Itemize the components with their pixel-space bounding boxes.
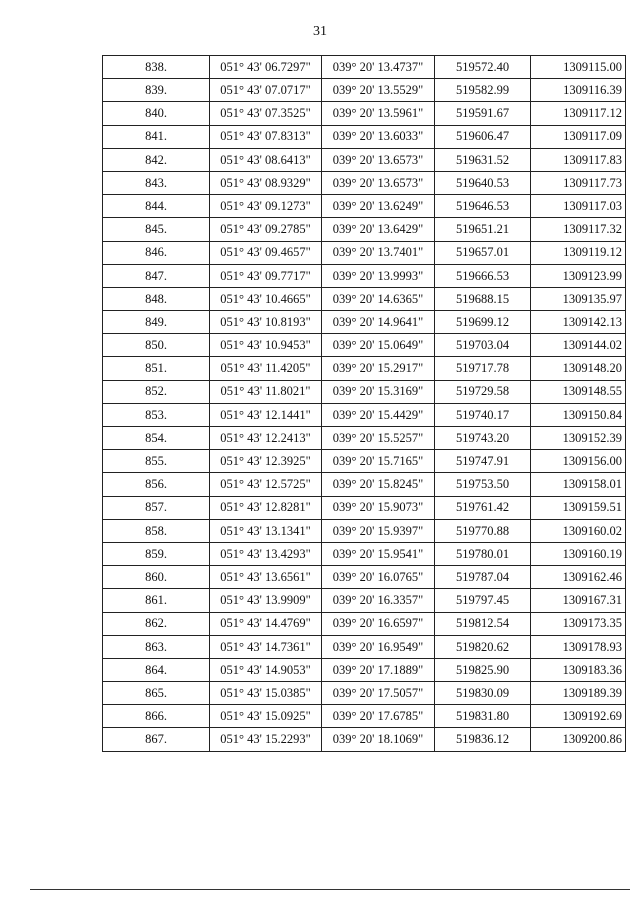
point-number-cell: 863.: [103, 635, 210, 658]
x-coordinate-cell: 519820.62: [435, 635, 531, 658]
point-number-cell: 861.: [103, 589, 210, 612]
point-number-cell: 844.: [103, 195, 210, 218]
x-coordinate-cell: 519606.47: [435, 125, 531, 148]
longitude-cell: 039° 20' 15.7165": [322, 450, 435, 473]
point-number-cell: 849.: [103, 311, 210, 334]
x-coordinate-cell: 519743.20: [435, 427, 531, 450]
y-coordinate-cell: 1309200.86: [531, 728, 626, 751]
longitude-cell: 039° 20' 15.9073": [322, 496, 435, 519]
longitude-cell: 039° 20' 16.0765": [322, 566, 435, 589]
longitude-cell: 039° 20' 13.6033": [322, 125, 435, 148]
longitude-cell: 039° 20' 13.6573": [322, 171, 435, 194]
longitude-cell: 039° 20' 16.3357": [322, 589, 435, 612]
y-coordinate-cell: 1309148.55: [531, 380, 626, 403]
latitude-cell: 051° 43' 15.2293": [210, 728, 322, 751]
x-coordinate-cell: 519688.15: [435, 287, 531, 310]
point-number-cell: 847.: [103, 264, 210, 287]
latitude-cell: 051° 43' 07.8313": [210, 125, 322, 148]
point-number-cell: 858.: [103, 519, 210, 542]
x-coordinate-cell: 519787.04: [435, 566, 531, 589]
latitude-cell: 051° 43' 14.9053": [210, 658, 322, 681]
latitude-cell: 051° 43' 07.3525": [210, 102, 322, 125]
longitude-cell: 039° 20' 15.8245": [322, 473, 435, 496]
x-coordinate-cell: 519780.01: [435, 542, 531, 565]
table-row: [103, 450, 626, 473]
x-coordinate-cell: 519830.09: [435, 682, 531, 705]
longitude-cell: 039° 20' 15.0649": [322, 334, 435, 357]
x-coordinate-cell: 519825.90: [435, 658, 531, 681]
x-coordinate-cell: 519582.99: [435, 79, 531, 102]
y-coordinate-cell: 1309183.36: [531, 658, 626, 681]
table-row: [103, 566, 626, 589]
x-coordinate-cell: 519646.53: [435, 195, 531, 218]
latitude-cell: 051° 43' 12.2413": [210, 427, 322, 450]
x-coordinate-cell: 519717.78: [435, 357, 531, 380]
latitude-cell: 051° 43' 09.7717": [210, 264, 322, 287]
table-row: [103, 311, 626, 334]
latitude-cell: 051° 43' 10.4665": [210, 287, 322, 310]
y-coordinate-cell: 1309148.20: [531, 357, 626, 380]
longitude-cell: 039° 20' 13.6573": [322, 148, 435, 171]
longitude-cell: 039° 20' 15.3169": [322, 380, 435, 403]
coordinates-table-body: [103, 56, 626, 752]
x-coordinate-cell: 519591.67: [435, 102, 531, 125]
point-number-cell: 857.: [103, 496, 210, 519]
point-number-cell: 860.: [103, 566, 210, 589]
y-coordinate-cell: 1309159.51: [531, 496, 626, 519]
point-number-cell: 853.: [103, 403, 210, 426]
point-number-cell: 840.: [103, 102, 210, 125]
x-coordinate-cell: 519753.50: [435, 473, 531, 496]
y-coordinate-cell: 1309142.13: [531, 311, 626, 334]
point-number-cell: 864.: [103, 658, 210, 681]
x-coordinate-cell: 519699.12: [435, 311, 531, 334]
point-number-cell: 859.: [103, 542, 210, 565]
longitude-cell: 039° 20' 18.1069": [322, 728, 435, 751]
longitude-cell: 039° 20' 15.9541": [322, 542, 435, 565]
y-coordinate-cell: 1309160.02: [531, 519, 626, 542]
table-row: [103, 195, 626, 218]
y-coordinate-cell: 1309119.12: [531, 241, 626, 264]
longitude-cell: 039° 20' 14.6365": [322, 287, 435, 310]
table-row: [103, 102, 626, 125]
table-row: [103, 171, 626, 194]
y-coordinate-cell: 1309160.19: [531, 542, 626, 565]
x-coordinate-cell: 519797.45: [435, 589, 531, 612]
latitude-cell: 051° 43' 10.9453": [210, 334, 322, 357]
y-coordinate-cell: 1309189.39: [531, 682, 626, 705]
longitude-cell: 039° 20' 17.5057": [322, 682, 435, 705]
y-coordinate-cell: 1309162.46: [531, 566, 626, 589]
latitude-cell: 051° 43' 12.8281": [210, 496, 322, 519]
x-coordinate-cell: 519729.58: [435, 380, 531, 403]
table-row: [103, 728, 626, 751]
longitude-cell: 039° 20' 13.6429": [322, 218, 435, 241]
latitude-cell: 051° 43' 09.4657": [210, 241, 322, 264]
latitude-cell: 051° 43' 12.5725": [210, 473, 322, 496]
latitude-cell: 051° 43' 15.0925": [210, 705, 322, 728]
latitude-cell: 051° 43' 12.3925": [210, 450, 322, 473]
x-coordinate-cell: 519747.91: [435, 450, 531, 473]
y-coordinate-cell: 1309117.73: [531, 171, 626, 194]
longitude-cell: 039° 20' 15.5257": [322, 427, 435, 450]
y-coordinate-cell: 1309116.39: [531, 79, 626, 102]
x-coordinate-cell: 519631.52: [435, 148, 531, 171]
table-row: [103, 380, 626, 403]
longitude-cell: 039° 20' 13.5961": [322, 102, 435, 125]
point-number-cell: 846.: [103, 241, 210, 264]
longitude-cell: 039° 20' 15.2917": [322, 357, 435, 380]
latitude-cell: 051° 43' 09.1273": [210, 195, 322, 218]
table-row: [103, 79, 626, 102]
longitude-cell: 039° 20' 16.6597": [322, 612, 435, 635]
table-row: [103, 125, 626, 148]
footer-divider: [30, 889, 630, 890]
table-row: [103, 612, 626, 635]
table-row: [103, 357, 626, 380]
x-coordinate-cell: 519666.53: [435, 264, 531, 287]
latitude-cell: 051° 43' 08.9329": [210, 171, 322, 194]
point-number-cell: 839.: [103, 79, 210, 102]
y-coordinate-cell: 1309117.32: [531, 218, 626, 241]
longitude-cell: 039° 20' 13.5529": [322, 79, 435, 102]
x-coordinate-cell: 519770.88: [435, 519, 531, 542]
y-coordinate-cell: 1309192.69: [531, 705, 626, 728]
table-row: [103, 218, 626, 241]
point-number-cell: 838.: [103, 56, 210, 79]
table-row: [103, 427, 626, 450]
x-coordinate-cell: 519572.40: [435, 56, 531, 79]
table-row: [103, 589, 626, 612]
latitude-cell: 051° 43' 11.4205": [210, 357, 322, 380]
x-coordinate-cell: 519703.04: [435, 334, 531, 357]
point-number-cell: 843.: [103, 171, 210, 194]
table-row: [103, 241, 626, 264]
point-number-cell: 842.: [103, 148, 210, 171]
y-coordinate-cell: 1309150.84: [531, 403, 626, 426]
y-coordinate-cell: 1309117.12: [531, 102, 626, 125]
y-coordinate-cell: 1309178.93: [531, 635, 626, 658]
table-row: [103, 148, 626, 171]
point-number-cell: 845.: [103, 218, 210, 241]
point-number-cell: 867.: [103, 728, 210, 751]
longitude-cell: 039° 20' 16.9549": [322, 635, 435, 658]
y-coordinate-cell: 1309123.99: [531, 264, 626, 287]
page-number: 31: [313, 24, 327, 39]
table-row: [103, 334, 626, 357]
point-number-cell: 848.: [103, 287, 210, 310]
x-coordinate-cell: 519831.80: [435, 705, 531, 728]
latitude-cell: 051° 43' 10.8193": [210, 311, 322, 334]
x-coordinate-cell: 519812.54: [435, 612, 531, 635]
y-coordinate-cell: 1309152.39: [531, 427, 626, 450]
latitude-cell: 051° 43' 13.9909": [210, 589, 322, 612]
y-coordinate-cell: 1309158.01: [531, 473, 626, 496]
point-number-cell: 852.: [103, 380, 210, 403]
y-coordinate-cell: 1309173.35: [531, 612, 626, 635]
longitude-cell: 039° 20' 14.9641": [322, 311, 435, 334]
table-row: [103, 496, 626, 519]
y-coordinate-cell: 1309144.02: [531, 334, 626, 357]
point-number-cell: 855.: [103, 450, 210, 473]
latitude-cell: 051° 43' 13.1341": [210, 519, 322, 542]
point-number-cell: 856.: [103, 473, 210, 496]
table-row: [103, 658, 626, 681]
latitude-cell: 051° 43' 11.8021": [210, 380, 322, 403]
point-number-cell: 854.: [103, 427, 210, 450]
x-coordinate-cell: 519640.53: [435, 171, 531, 194]
latitude-cell: 051° 43' 07.0717": [210, 79, 322, 102]
longitude-cell: 039° 20' 15.9397": [322, 519, 435, 542]
y-coordinate-cell: 1309117.03: [531, 195, 626, 218]
latitude-cell: 051° 43' 08.6413": [210, 148, 322, 171]
longitude-cell: 039° 20' 13.4737": [322, 56, 435, 79]
point-number-cell: 841.: [103, 125, 210, 148]
table-row: [103, 56, 626, 79]
x-coordinate-cell: 519836.12: [435, 728, 531, 751]
coordinates-table: [102, 55, 626, 752]
y-coordinate-cell: 1309117.83: [531, 148, 626, 171]
table-row: [103, 287, 626, 310]
latitude-cell: 051° 43' 06.7297": [210, 56, 322, 79]
latitude-cell: 051° 43' 09.2785": [210, 218, 322, 241]
table-row: [103, 403, 626, 426]
y-coordinate-cell: 1309167.31: [531, 589, 626, 612]
longitude-cell: 039° 20' 13.6249": [322, 195, 435, 218]
table-row: [103, 542, 626, 565]
point-number-cell: 865.: [103, 682, 210, 705]
table-row: [103, 682, 626, 705]
table-row: [103, 635, 626, 658]
table-row: [103, 705, 626, 728]
longitude-cell: 039° 20' 17.1889": [322, 658, 435, 681]
latitude-cell: 051° 43' 12.1441": [210, 403, 322, 426]
y-coordinate-cell: 1309117.09: [531, 125, 626, 148]
latitude-cell: 051° 43' 14.4769": [210, 612, 322, 635]
y-coordinate-cell: 1309156.00: [531, 450, 626, 473]
y-coordinate-cell: 1309135.97: [531, 287, 626, 310]
table-row: [103, 473, 626, 496]
longitude-cell: 039° 20' 13.7401": [322, 241, 435, 264]
latitude-cell: 051° 43' 13.4293": [210, 542, 322, 565]
x-coordinate-cell: 519740.17: [435, 403, 531, 426]
latitude-cell: 051° 43' 15.0385": [210, 682, 322, 705]
longitude-cell: 039° 20' 17.6785": [322, 705, 435, 728]
longitude-cell: 039° 20' 15.4429": [322, 403, 435, 426]
latitude-cell: 051° 43' 13.6561": [210, 566, 322, 589]
table-row: [103, 519, 626, 542]
point-number-cell: 850.: [103, 334, 210, 357]
point-number-cell: 862.: [103, 612, 210, 635]
latitude-cell: 051° 43' 14.7361": [210, 635, 322, 658]
x-coordinate-cell: 519651.21: [435, 218, 531, 241]
point-number-cell: 866.: [103, 705, 210, 728]
x-coordinate-cell: 519761.42: [435, 496, 531, 519]
x-coordinate-cell: 519657.01: [435, 241, 531, 264]
y-coordinate-cell: 1309115.00: [531, 56, 626, 79]
table-row: [103, 264, 626, 287]
point-number-cell: 851.: [103, 357, 210, 380]
longitude-cell: 039° 20' 13.9993": [322, 264, 435, 287]
